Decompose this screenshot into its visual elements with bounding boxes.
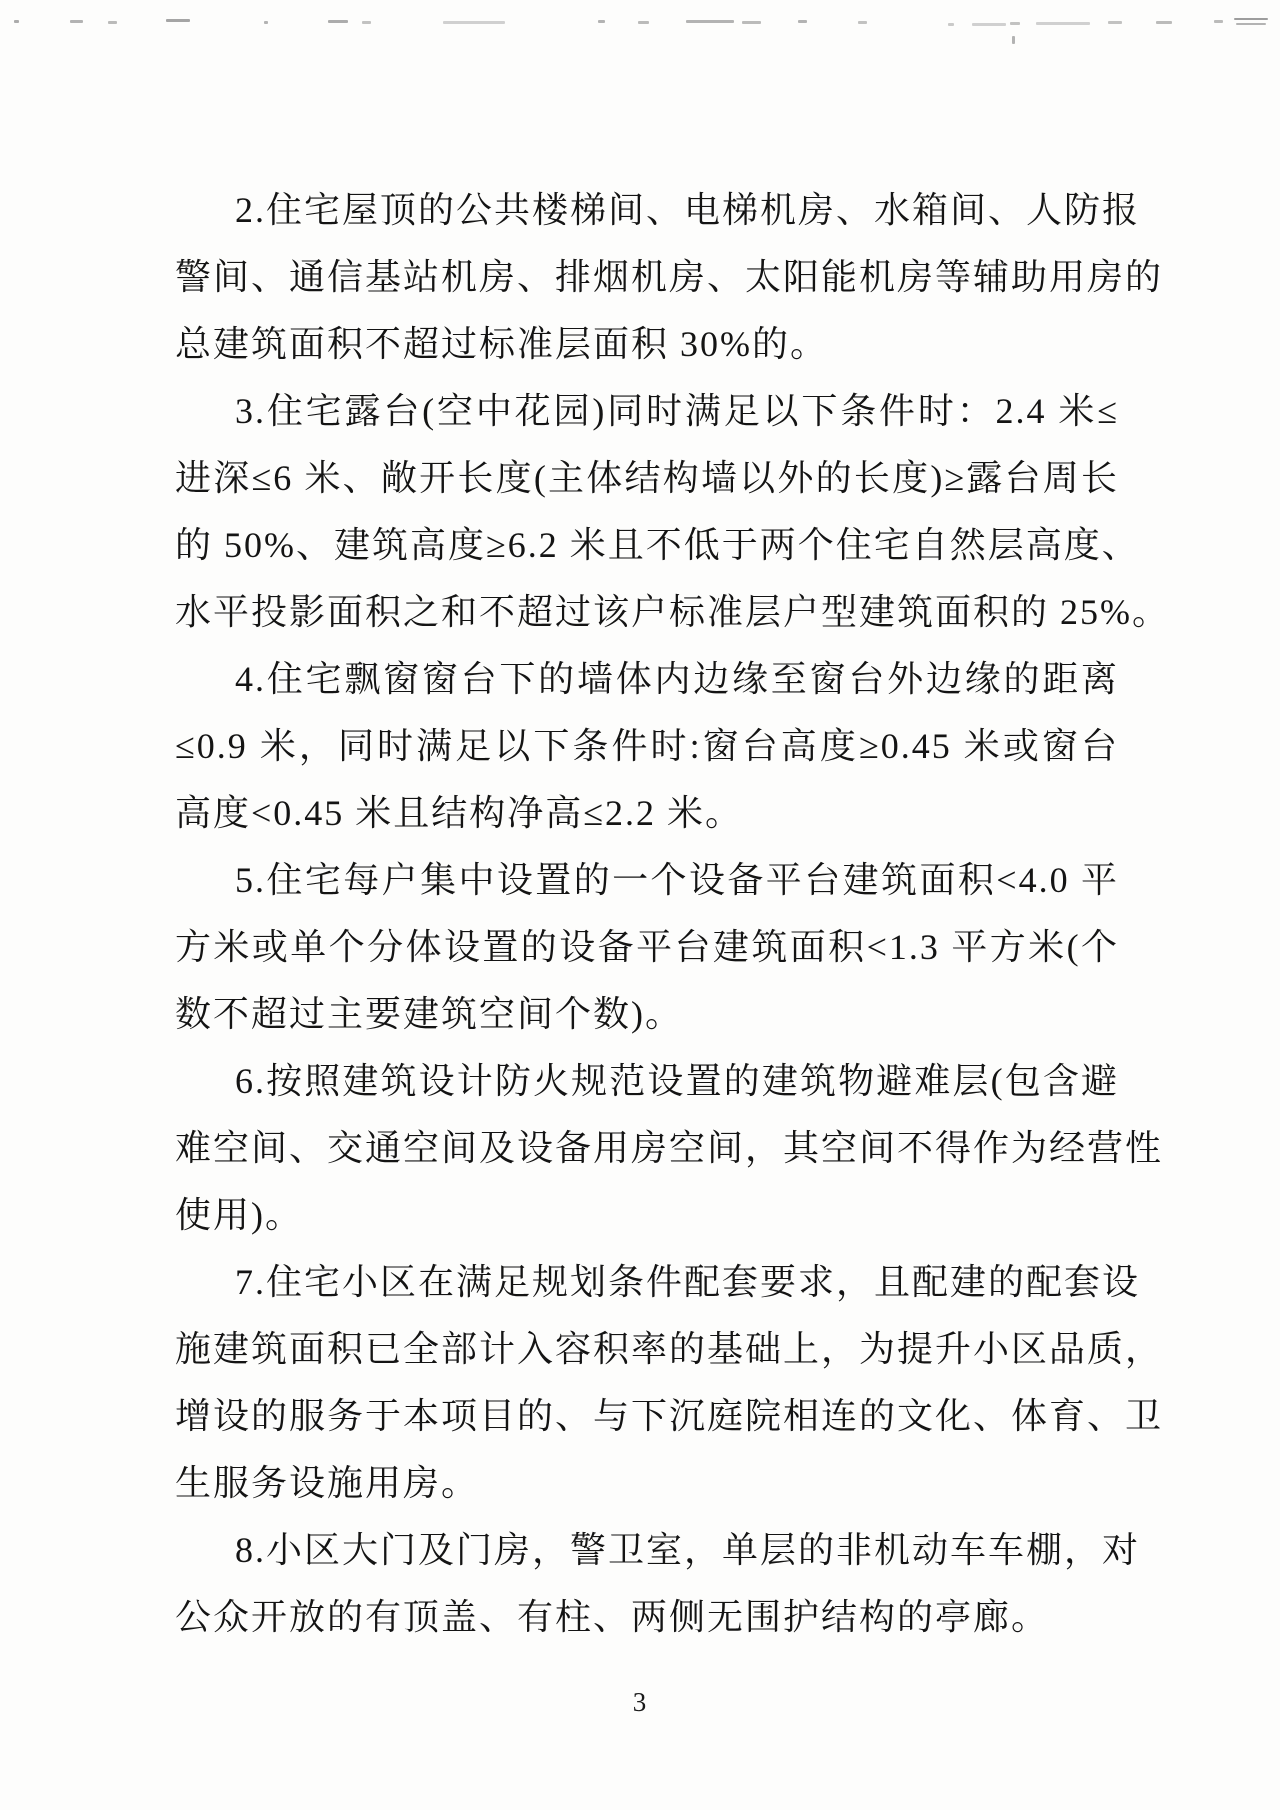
text-line: 2.住宅屋顶的公共楼梯间、电梯机房、水箱间、人防报 bbox=[235, 190, 1141, 230]
text-line: 高度<0.45 米且结构净高≤2.2 米。 bbox=[175, 793, 744, 833]
text-line: 施建筑面积已全部计入容积率的基础上，为提升小区品质， bbox=[175, 1329, 1164, 1369]
text-line: 使用)。 bbox=[175, 1195, 303, 1235]
scan-noise-band bbox=[0, 0, 1280, 60]
paragraph bbox=[175, 177, 1164, 378]
text-line: 生服务设施用房。 bbox=[175, 1463, 480, 1503]
document-body bbox=[175, 177, 1170, 1651]
text-line: 5.住宅每户集中设置的一个设备平台建筑面积<4.0 平 bbox=[235, 860, 1119, 900]
paragraph bbox=[175, 1517, 1141, 1651]
page-number: 3 bbox=[632, 1687, 648, 1717]
paragraph bbox=[175, 1249, 1164, 1517]
text-line: 的 50%、建筑高度≥6.2 米且不低于两个住宅自然层高度、 bbox=[175, 525, 1140, 565]
paragraph bbox=[175, 378, 1170, 646]
text-line: 警间、通信基站机房、排烟机房、太阳能机房等辅助用房的 bbox=[175, 257, 1164, 297]
text-line: 难空间、交通空间及设备用房空间，其空间不得作为经营性 bbox=[175, 1128, 1164, 1168]
text-line: 增设的服务于本项目的、与下沉庭院相连的文化、体育、卫 bbox=[175, 1396, 1164, 1436]
paragraph bbox=[175, 1048, 1164, 1249]
text-line: 7.住宅小区在满足规划条件配套要求，且配建的配套设 bbox=[235, 1262, 1141, 1302]
text-line: 水平投影面积之和不超过该户标准层户型建筑面积的 25%。 bbox=[175, 592, 1170, 632]
paragraph bbox=[175, 847, 1119, 1048]
paragraph bbox=[175, 646, 1119, 847]
text-line: 8.小区大门及门房，警卫室，单层的非机动车车棚，对 bbox=[235, 1530, 1141, 1570]
text-line: 总建筑面积不超过标准层面积 30%的。 bbox=[175, 324, 828, 364]
text-line: 公众开放的有顶盖、有柱、两侧无围护结构的亭廊。 bbox=[175, 1597, 1050, 1637]
text-line: 数不超过主要建筑空间个数)。 bbox=[175, 994, 683, 1034]
text-line: 方米或单个分体设置的设备平台建筑面积<1.3 平方米(个 bbox=[175, 927, 1119, 967]
text-line: 进深≤6 米、敞开长度(主体结构墙以外的长度)≥露台周长 bbox=[175, 458, 1119, 498]
text-line: 6.按照建筑设计防火规范设置的建筑物避难层(包含避 bbox=[235, 1061, 1119, 1101]
text-line: 4.住宅飘窗窗台下的墙体内边缘至窗台外边缘的距离 bbox=[235, 659, 1119, 699]
text-line: 3.住宅露台(空中花园)同时满足以下条件时：2.4 米≤ bbox=[235, 391, 1119, 431]
text-line: ≤0.9 米，同时满足以下条件时:窗台高度≥0.45 米或窗台 bbox=[175, 726, 1119, 766]
